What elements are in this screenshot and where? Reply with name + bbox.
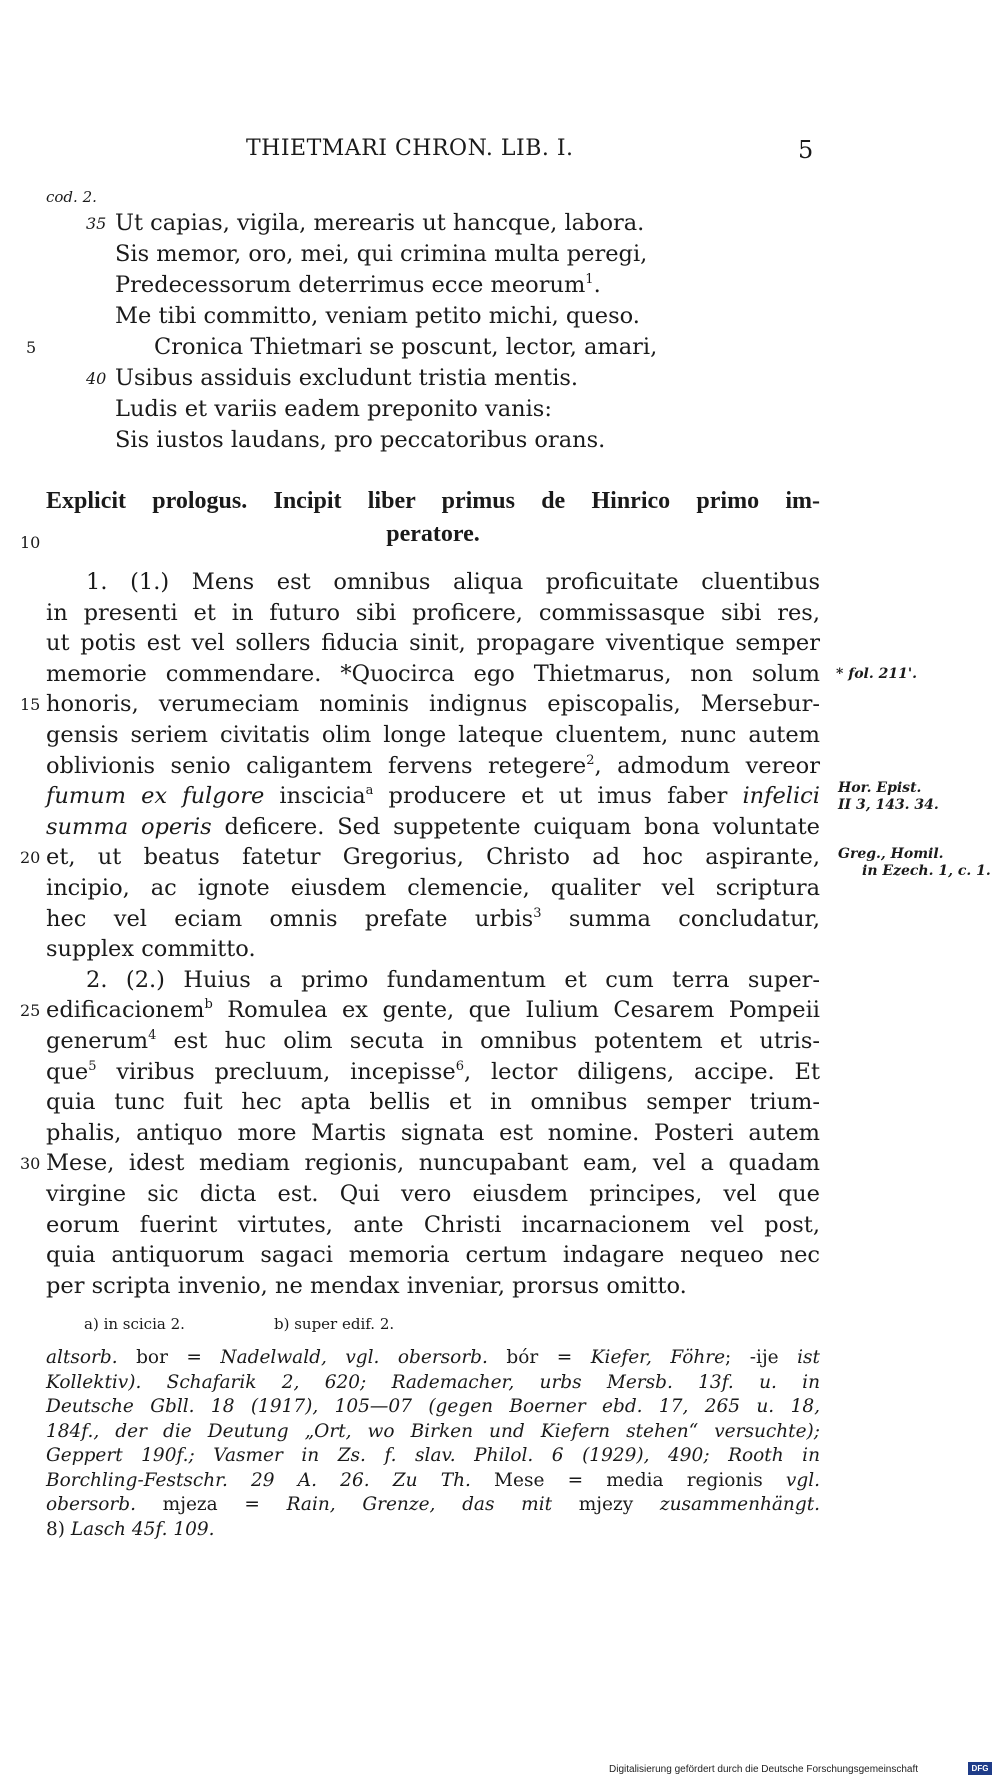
text-segment: edificacionem [46, 997, 205, 1023]
verse-text: Sis memor, oro, mei, qui crimina multa peregi, [115, 241, 648, 267]
text-segment: per scripta invenio, ne mendax inveniar, prorsus omitto. [46, 1273, 687, 1299]
footnote-marker: 2 [586, 753, 595, 768]
text-line [46, 689, 820, 719]
verse-line [115, 301, 640, 331]
text-line [46, 1118, 820, 1148]
line-number: 25 [20, 1001, 41, 1020]
footnote-segment: Lasch 45f. 109. [70, 1519, 215, 1540]
footnote-segment: Borchling-Festschr. 29 A. 26. Zu Th. [46, 1470, 471, 1491]
line-number: 20 [20, 848, 41, 867]
text-segment: generum [46, 1028, 149, 1054]
text-line [46, 1240, 820, 1270]
footnote-marker: 1 [585, 272, 594, 287]
verse-line [115, 363, 578, 393]
text-segment: incipio, ac ignote eiusdem clemencie, qualiter vel scriptura [46, 875, 820, 901]
margin-note-gregory-1: Greg., Homil. [838, 846, 944, 862]
text-line [46, 751, 820, 781]
verse-text: Sis iustos laudans, pro peccatoribus orans. [115, 427, 606, 453]
verse-text: Predecessorum deterrimus ecce meorum [115, 272, 586, 298]
footnote-segment: zusammenhängt. [659, 1494, 821, 1515]
digitization-credit: Digitalisierung gefördert durch die Deutsche Forschungsgemeinschaft [609, 1764, 919, 1775]
verse-text: Cronica Thietmari se poscunt, lector, amari, [154, 334, 658, 360]
footnote-segment: Rain, Grenze, das mit [286, 1494, 553, 1515]
text-line [46, 659, 820, 689]
footnote-line [46, 1346, 820, 1370]
verse-text: Ut capias, vigila, merearis ut hancque, labora. [115, 210, 645, 236]
verse-text: Usibus assiduis excludunt tristia mentis. [115, 365, 579, 391]
verse-line [115, 394, 552, 424]
footnote-line [46, 1518, 820, 1542]
italic-quote: infelici [742, 783, 820, 809]
verse-text: Me tibi committo, veniam petito michi, queso. [115, 303, 640, 329]
footnote-segment: Nadelwald, vgl. obersorb. [220, 1347, 488, 1368]
footnote-segment: Geppert 190f.; Vasmer in Zs. f. slav. Philol. 6 (1929), 490; Rooth in [46, 1445, 820, 1466]
text-line [46, 1148, 820, 1178]
text-line [46, 1057, 820, 1087]
text-segment: , admodum vereor [594, 753, 820, 779]
text-segment: phalis, antiquo more Martis signata est nomine. Posteri autem [46, 1120, 820, 1146]
text-segment: viribus precluum, incepisse [96, 1059, 456, 1085]
text-line [46, 1087, 820, 1117]
text-line [46, 1210, 820, 1240]
line-number: 10 [20, 533, 41, 552]
text-line [46, 1179, 820, 1209]
text-line [46, 995, 820, 1025]
italic-quote: summa operis [46, 814, 212, 840]
verse-number: 35 [86, 214, 107, 233]
running-head: THIETMARI CHRON. LIB. I. [246, 136, 574, 161]
text-segment: gensis seriem civitatis olim longe lateque cluentem, nunc autem [46, 722, 820, 748]
text-line [46, 904, 820, 934]
footnote-marker: b [204, 997, 213, 1012]
italic-quote: fumum ex fulgore [46, 783, 265, 809]
footnote-segment: ; -ije [725, 1347, 798, 1368]
text-segment: et, ut beatus fatetur Gregorius, Christo ad hoc aspirante, [46, 844, 820, 870]
margin-note-horace-2: II 3, 143. 34. [838, 797, 939, 813]
footnote-segment: vgl. [785, 1470, 820, 1491]
text-line [46, 842, 820, 872]
text-segment: ut potis est vel sollers fiducia sinit, propagare viventique semper [46, 630, 820, 656]
margin-note-gregory-2: in Ezech. 1, c. 1. [862, 863, 991, 879]
text-line [46, 1271, 820, 1301]
footnote-segment: Kiefer, Föhre [590, 1347, 726, 1368]
verse-line [115, 425, 605, 455]
text-line [86, 567, 820, 597]
verse-text: Ludis et variis eadem preponito vanis: [115, 396, 552, 422]
footnote-segment: bor = [117, 1347, 221, 1368]
footnote-line [46, 1469, 820, 1493]
footnote-segment: mjeza = [135, 1494, 287, 1515]
footnote-line [46, 1395, 820, 1419]
book-heading-line-2: peratore. [386, 521, 480, 547]
text-line [46, 720, 820, 750]
footnote-marker: a [365, 783, 374, 798]
footnote-marker: 4 [148, 1028, 157, 1043]
verse-number: 40 [86, 369, 107, 388]
apparatus-note-a: a) in scicia 2. [84, 1315, 185, 1333]
text-segment: memorie commendare. *Quocirca ego Thietmarus, non solum [46, 661, 820, 687]
text-segment: , lector diligens, accipe. Et [463, 1059, 820, 1085]
footnote-segment: bór = [487, 1347, 591, 1368]
text-segment: hec vel eciam omnis prefate urbis [46, 906, 534, 932]
footnote-segment: obersorb. [46, 1494, 136, 1515]
footnote-segment: Kollektiv). Schafarik 2, 620; Rademacher, urbs Mersb. 13f. u. in [46, 1372, 820, 1393]
text-segment: oblivionis senio caligantem fervens retegere [46, 753, 587, 779]
apparatus-note-b: b) super edif. 2. [274, 1315, 395, 1333]
text-segment: producere et ut imus faber [373, 783, 743, 809]
footnote-line [46, 1420, 820, 1444]
margin-note-horace-1: Hor. Epist. [838, 780, 922, 796]
text-line [46, 1026, 820, 1056]
text-segment: eorum fuerint virtutes, ante Christi incarnacionem vel post, [46, 1212, 820, 1238]
footnote-line [46, 1493, 820, 1517]
footnote-segment: ist [797, 1347, 820, 1368]
text-segment: in presenti et in futuro sibi proficere, commissasque sibi res, [46, 600, 820, 626]
text-segment: honoris, verumeciam nominis indignus episcopalis, Mersebur- [46, 691, 820, 717]
margin-note-folio: * fol. 211'. [836, 666, 918, 682]
text-segment: que [46, 1059, 89, 1085]
text-line [46, 628, 820, 658]
text-segment: deficere. Sed suppetente cuiquam bona voluntate [211, 814, 820, 840]
footnote-segment: mjezy [552, 1494, 660, 1515]
text-segment: inscicia [264, 783, 366, 809]
text-segment: supplex committo. [46, 936, 256, 962]
text-segment: est huc olim secuta in omnibus potentem et utris- [156, 1028, 820, 1054]
verse-line [115, 208, 644, 238]
footnote-marker: 6 [455, 1059, 464, 1074]
text-segment: Mese, idest mediam regionis, nuncupabant eam, vel a quadam [46, 1150, 820, 1176]
text-segment: Romulea ex gente, que Iulium Cesarem Pompeii [212, 997, 820, 1023]
text-line [46, 781, 820, 811]
footnote-segment: 184f., der die Deutung „Ort, wo Birken und Kiefern stehen“ versuchte); [46, 1421, 820, 1442]
text-line [46, 934, 820, 964]
footnote-segment: Mese = media regionis [470, 1470, 786, 1491]
text-segment: virgine sic dicta est. Qui vero eiusdem principes, vel que [46, 1181, 820, 1207]
footnote-line [46, 1371, 820, 1395]
verse-text: . [593, 272, 601, 298]
text-segment: summa concludatur, [541, 906, 820, 932]
text-segment: 1. (1.) Mens est omnibus aliqua proficuitate cluentibus [86, 569, 820, 595]
line-number: 15 [20, 695, 41, 714]
footnote-line [46, 1444, 820, 1468]
line-number: 30 [20, 1154, 41, 1173]
line-number: 5 [26, 338, 37, 357]
text-line [46, 598, 820, 628]
text-segment: quia tunc fuit hec apta bellis et in omnibus semper trium- [46, 1089, 820, 1115]
footnote-segment: altsorb. [46, 1347, 118, 1368]
codex-label: cod. 2. [46, 188, 97, 206]
book-heading-line-1: Explicit prologus. Incipit liber primus de Hinrico primo im- [46, 488, 820, 514]
footnote-marker: 3 [533, 906, 542, 921]
footnote-marker: 5 [88, 1059, 97, 1074]
footnote-segment: 8) [46, 1519, 71, 1540]
text-segment: 2. (2.) Huius a primo fundamentum et cum terra super- [86, 967, 820, 993]
footnote-segment: Deutsche Gbll. 18 (1917), 105—07 (gegen Boerner ebd. 17, 265 u. 18, [46, 1396, 820, 1417]
text-line [86, 965, 820, 995]
verse-line [115, 270, 601, 300]
verse-line [115, 239, 647, 269]
verse-line [154, 332, 657, 362]
dfg-logo: DFG [968, 1762, 992, 1775]
text-segment: quia antiquorum sagaci memoria certum indagare nequeo nec [46, 1242, 820, 1268]
text-line [46, 873, 820, 903]
page-number: 5 [798, 136, 814, 164]
text-line [46, 812, 820, 842]
